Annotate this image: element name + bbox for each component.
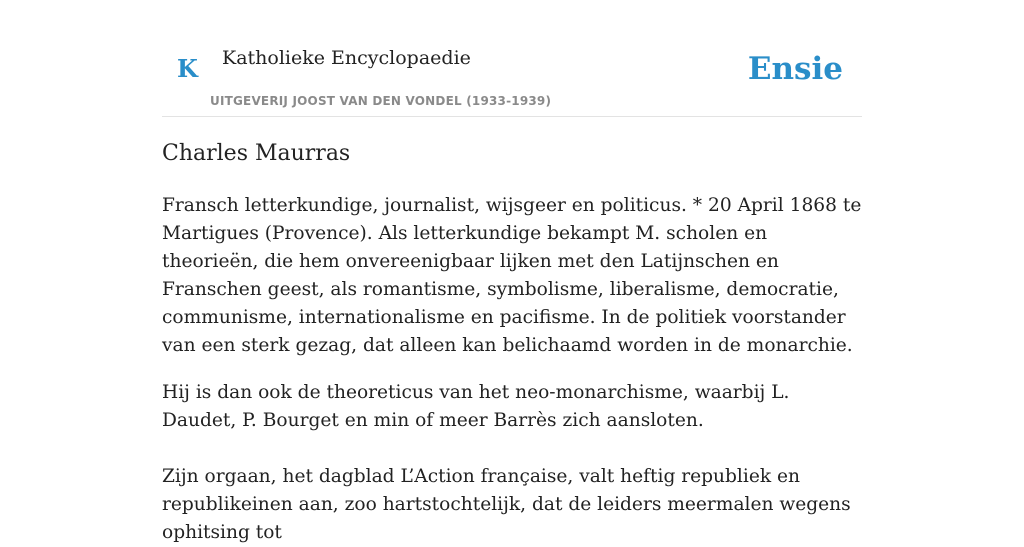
article-paragraph: Zijn orgaan, het dagblad L’Action française, valt heftig republiek en republikeinen aan, zoo hartstochtelijk, dat de leiders meermalen wegens ophitsing tot <box>162 466 851 543</box>
publisher-label: UITGEVERIJ JOOST VAN DEN VONDEL (1933-1939) <box>210 94 552 108</box>
encyclopedia-logo[interactable]: K <box>177 54 198 83</box>
ensie-logo[interactable]: Ensie <box>747 51 843 87</box>
article-title: Charles Maurras <box>162 141 351 166</box>
article-paragraph: Hij is dan ook de theoreticus van het neo-monarchisme, waarbij L. Daudet, P. Bourget en min of meer Barrès zich aansloten. <box>162 382 790 431</box>
site-header <box>162 0 862 117</box>
article <box>162 138 862 547</box>
encyclopedia-title[interactable]: Katholieke Encyclopaedie <box>222 47 471 69</box>
article-paragraph: Fransch letterkundige, journalist, wijsgeer en politicus. * 20 April 1868 te Martigues (Provence). Als letterkundige bekampt M. scholen en theorieën, die hem onvereenigbaar lijken met den Latijnschen en Franschen geest, als romantisme, symbolisme, liberalisme, democratie, communisme, internationalisme en pacifisme. In de politiek voorstander van een sterk gezag, dat alleen kan belichaamd worden in de monarchie. <box>162 195 862 356</box>
